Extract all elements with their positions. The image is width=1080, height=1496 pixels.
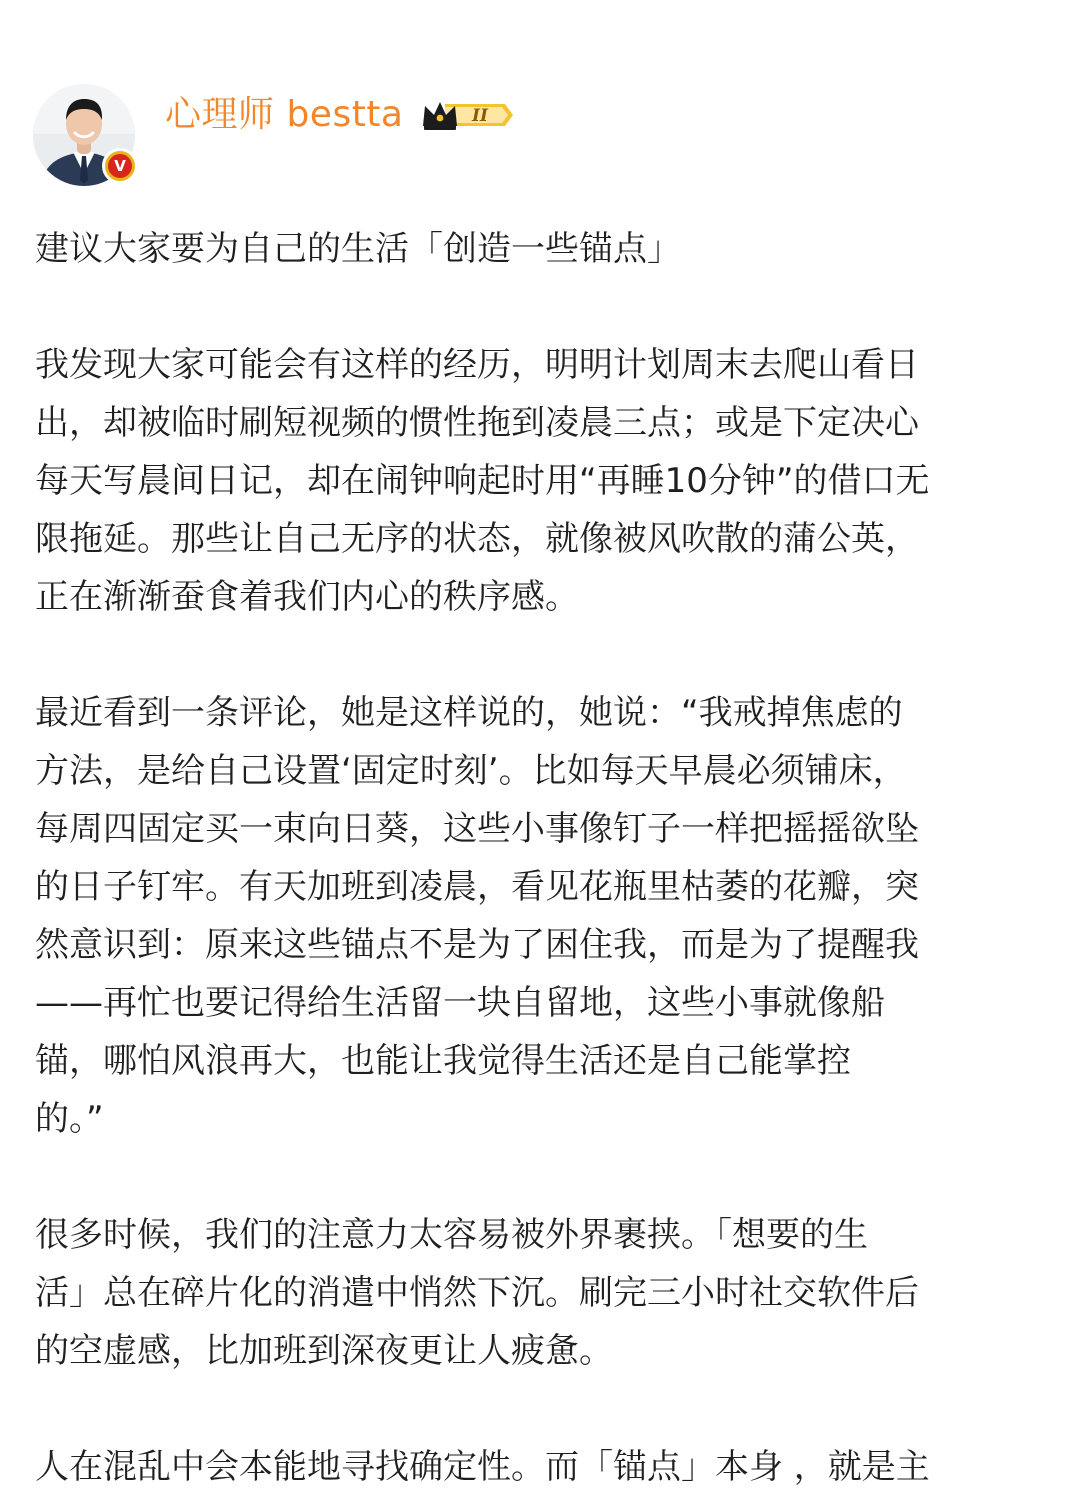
text-line: 活」总在碎片化的消遣中悄然下沉。刷完三小时社交软件后 [35, 1273, 919, 1313]
text-line: 限拖延。那些让自己无序的状态，就像被风吹散的蒲公英， [35, 519, 919, 559]
text-line: 人在混乱中会本能地寻找确定性。而「锚点」本身 ，就是主 [35, 1447, 930, 1487]
text-line: 然意识到：原来这些锚点不是为了困住我，而是为了提醒我 [35, 925, 919, 965]
text-line: 出，却被临时刷短视频的惯性拖到凌晨三点；或是下定决心 [35, 403, 919, 443]
post-body [35, 220, 1045, 1496]
author-name[interactable]: 心理师 bestta [165, 94, 404, 135]
text-line: 很多时候，我们的注意力太容易被外界裹挟。「想要的生 [35, 1215, 868, 1255]
text-line: 每周四固定买一束向日葵，这些小事像钉子一样把摇摇欲坠 [35, 809, 919, 849]
verified-v-icon: V [102, 148, 138, 184]
crown-level-badge-icon [421, 98, 513, 132]
text-line: 的日子钉牢。有天加班到凌晨，看见花瓶里枯萎的花瓣，突 [35, 867, 919, 907]
text-line: 的空虚感，比加班到深夜更让人疲惫。 [35, 1331, 613, 1371]
text-line: ——再忙也要记得给生活留一块自留地，这些小事就像船 [35, 983, 885, 1023]
text-line: 建议大家要为自己的生活「创造一些锚点」 [35, 229, 681, 269]
text-line: 的。” [35, 1099, 104, 1139]
post-paragraph [35, 1438, 1045, 1496]
text-line: 最近看到一条评论，她是这样说的，她说：“我戒掉焦虑的 [35, 693, 903, 733]
post-paragraph [35, 220, 1045, 278]
post-paragraph [35, 1206, 1045, 1380]
post-paragraph [35, 336, 1045, 626]
text-line: 锚，哪怕风浪再大，也能让我觉得生活还是自己能掌控 [35, 1041, 851, 1081]
text-line: 我发现大家可能会有这样的经历，明明计划周末去爬山看日 [35, 345, 919, 385]
post-header [33, 84, 1033, 194]
level-text: II [472, 106, 488, 126]
post-paragraph [35, 684, 1045, 1148]
text-line: 每天写晨间日记，却在闹钟响起时用“再睡10分钟”的借口无 [35, 461, 930, 501]
text-line: 方法，是给自己设置‘固定时刻’。比如每天早晨必须铺床， [35, 751, 907, 791]
text-line: 正在渐渐蚕食着我们内心的秩序感。 [35, 577, 579, 617]
